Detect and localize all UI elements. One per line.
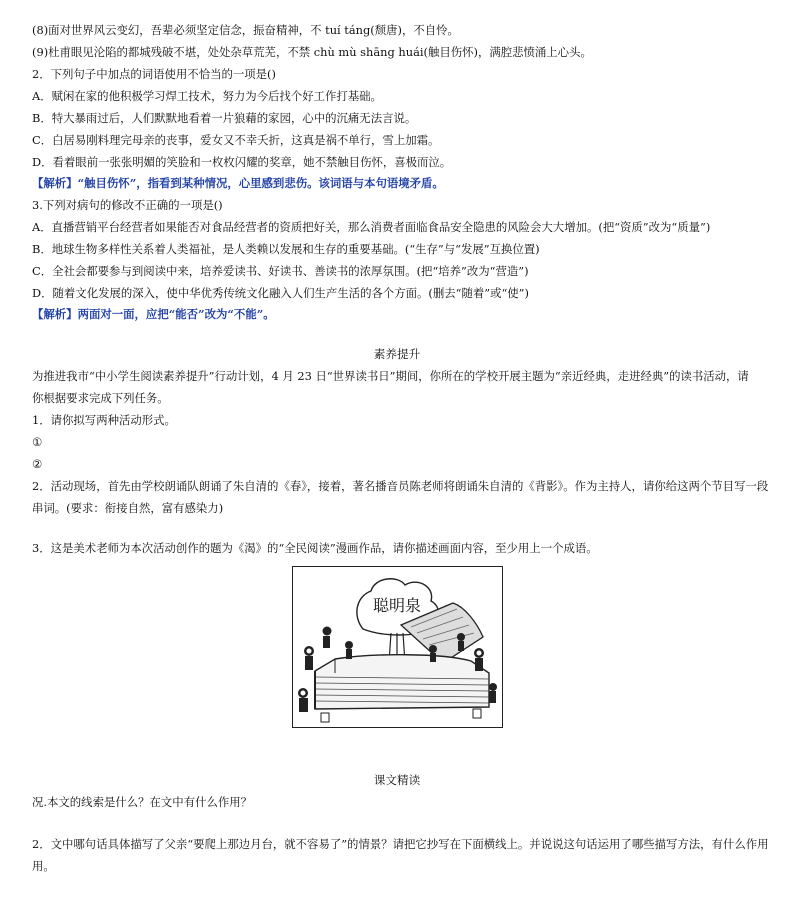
q3-option-c: C．全社会都要参与到阅读中来，培养爱读书、好读书、善读书的浓厚氛围。(把“培养”改为“营造”) (32, 264, 529, 278)
task1-stem: 1．请你拟写两种活动形式。 (32, 413, 176, 427)
analysis-tag: 【解析】 (32, 307, 78, 321)
analysis-text: “触目伤怀”，指看到某种情况，心里感到悲伤。该词语与本句语境矛盾。 (77, 176, 444, 190)
cartoon-label: 聪明泉 (372, 596, 422, 615)
q2-option-b: B．特大暴雨过后，人们默默地看着一片狼藉的家园，心中的沉痛无法言说。 (32, 111, 417, 125)
q2-analysis (32, 175, 770, 191)
section-title-literacy: 素养提升 (373, 347, 421, 361)
q2-option-c: C．白居易刚料理完母亲的丧事，爱女又不幸夭折，这真是祸不单行，雪上加霜。 (32, 133, 440, 147)
cartoon-image (292, 566, 503, 728)
section1-intro-line2: 你根据要求完成下列任务。 (32, 391, 169, 405)
cartoon-drawing (293, 567, 502, 727)
line-item-8: (8)面对世界风云变幻，吾辈必须坚定信念，振奋精神，不 tuí táng(颓唐)，不自怜。 (32, 23, 459, 37)
q2-stem: 2．下列句子中加点的词语使用不恰当的一项是() (32, 67, 276, 81)
task2-line2: 串词。(要求：衔接自然，富有感染力) (32, 501, 224, 515)
q3-analysis (32, 306, 770, 322)
line-item-9: (9)杜甫眼见沦陷的都城残破不堪，处处杂草荒芜，不禁 chù mù shāng huái(触目伤怀)，满腔悲愤涌上心头。 (32, 45, 592, 59)
q3-option-a: A．直播营销平台经营者如果能否对食品经营者的资质把好关，那么消费者面临食品安全隐患的风险会大大增加。(把“资质”改为“质量”) (32, 220, 711, 234)
task2-line1: 2．活动现场，首先由学校朗诵队朗诵了朱自清的《春》，接着，著名播音员陈老师将朗诵朱自清的《背影》。作为主持人，请你给这两个节目写一段 (32, 479, 769, 493)
q2-option-a: A．赋闲在家的他积极学习焊工技术，努力为今后找个好工作打基础。 (32, 89, 382, 103)
q2-option-d: D．看着眼前一张张明媚的笑脸和一枚枚闪耀的奖章，她不禁触目伤怀，喜极而泣。 (32, 155, 452, 169)
reading-q2-line1: 2．文中哪句话具体描写了父亲“要爬上那边月台，就不容易了”的情景？请把它抄写在下面横线上。并说说这句话运用了哪些描写方法，有什么作用 (32, 837, 769, 851)
reading-q1: 况.本文的线索是什么？在文中有什么作用？ (32, 795, 253, 809)
q3-option-d: D．随着文化发展的深入，使中华优秀传统文化融入人们生产生活的各个方面。(删去“随着”或“使”) (32, 286, 529, 300)
reading-q2-line2: 用。 (32, 859, 55, 873)
section-title-reading: 课文精读 (373, 773, 421, 787)
analysis-text: 两面对一面，应把“能否”改为“不能”。 (77, 307, 275, 321)
task1-answer-2: ② (32, 457, 43, 471)
task1-answer-1: ① (32, 435, 43, 449)
task3-stem: 3．这是美术老师为本次活动创作的题为《渴》的“全民阅读”漫画作品，请你描述画面内容，至少用上一个成语。 (32, 541, 598, 555)
analysis-tag: 【解析】 (32, 176, 78, 190)
q3-stem: 3.下列对病句的修改不正确的一项是() (32, 198, 223, 212)
q3-option-b: B．地球生物多样性关系着人类福祉，是人类赖以发展和生存的重要基础。(“生存”与“发展”互换位置) (32, 242, 540, 256)
section1-intro-line1: 为推进我市“中小学生阅读素养提升”行动计划，4 月 23 日“世界读书日”期间，你所在的学校开展主题为“亲近经典，走进经典”的读书活动，请 (32, 369, 749, 383)
